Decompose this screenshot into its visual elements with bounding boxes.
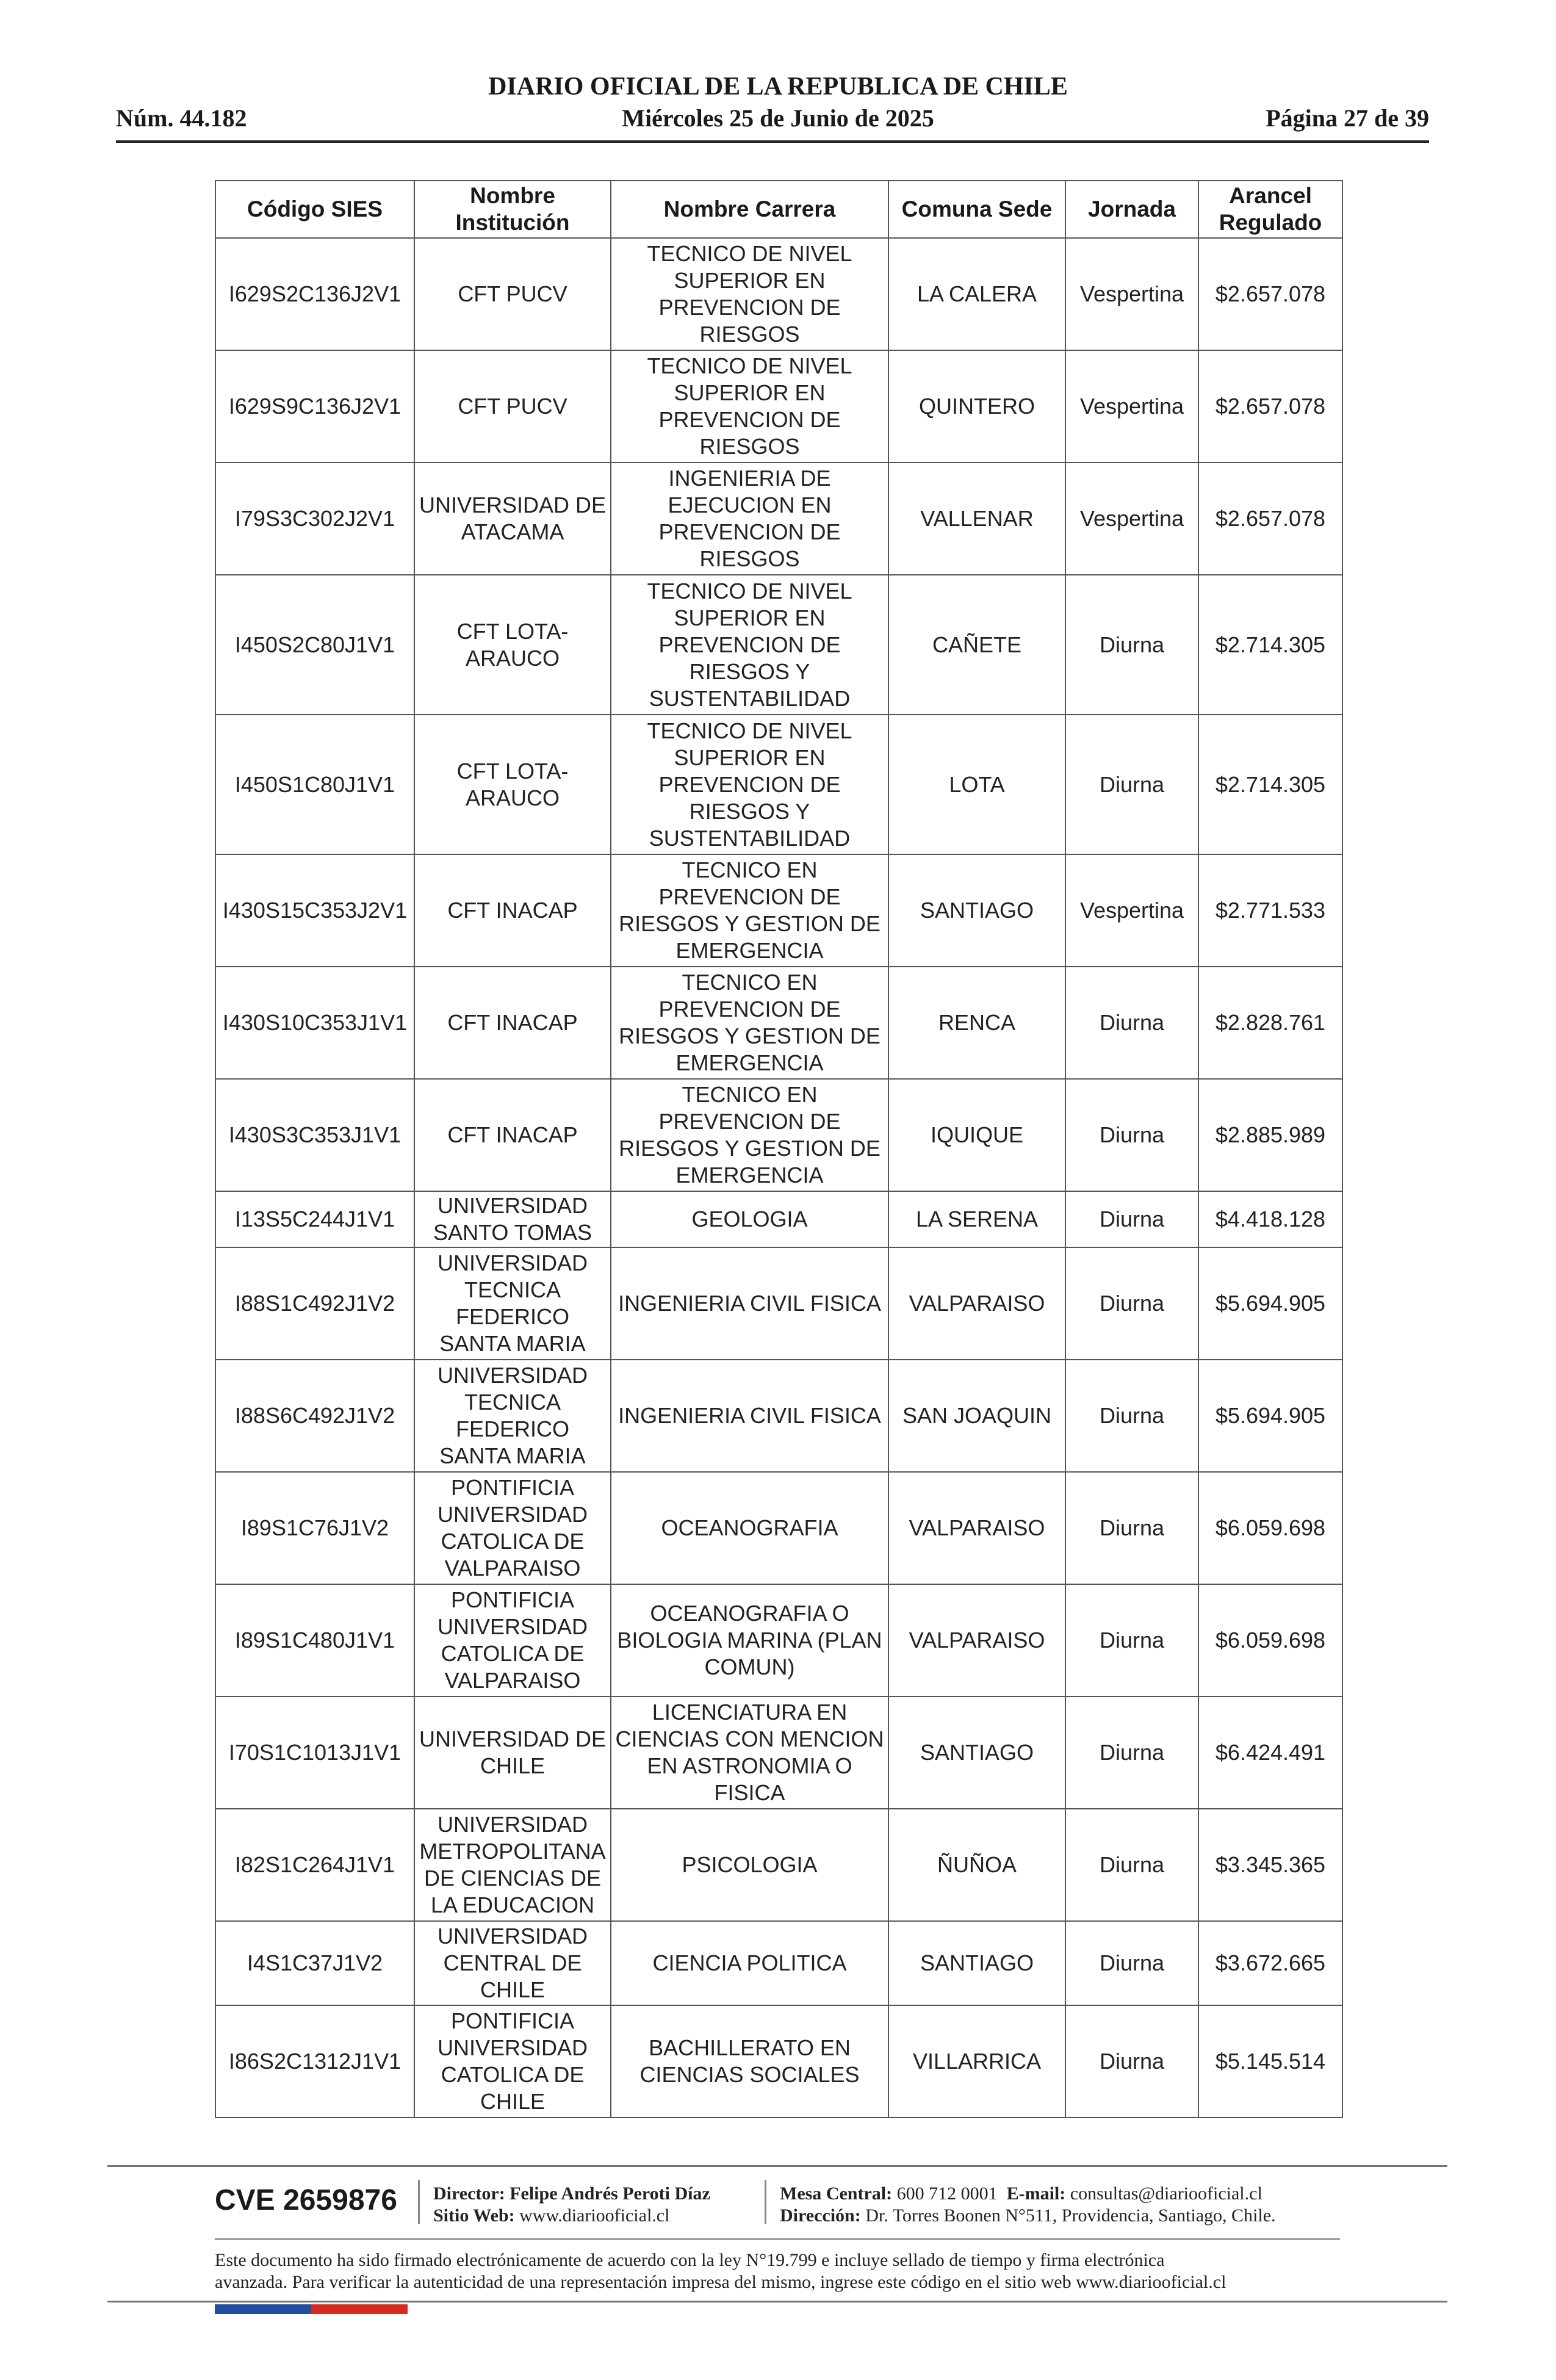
cell-comuna-sede: VILLARRICA [888, 2005, 1065, 2118]
cell-comuna-sede: VALPARAISO [888, 1247, 1065, 1360]
cell-institucion: CFT PUCV [414, 350, 611, 463]
cell-codigo-sies: I70S1C1013J1V1 [215, 1697, 414, 1809]
issue-date: Miércoles 25 de Junio de 2025 [622, 104, 934, 132]
cell-institucion: CFT INACAP [414, 967, 611, 1079]
cell-institucion: UNIVERSIDAD TECNICA FEDERICO SANTA MARIA [414, 1360, 611, 1472]
cell-institucion: PONTIFICIA UNIVERSIDAD CATOLICA DE VALPARAISO [414, 1584, 611, 1697]
cell-comuna-sede: VALPARAISO [888, 1472, 1065, 1584]
cell-jornada: Diurna [1065, 1472, 1198, 1584]
cell-jornada: Vespertina [1065, 238, 1198, 350]
cell-codigo-sies: I450S2C80J1V1 [215, 575, 414, 715]
cell-carrera: LICENCIATURA EN CIENCIAS CON MENCION EN ASTRONOMIA O FISICA [611, 1697, 888, 1809]
cell-comuna-sede: CAÑETE [888, 575, 1065, 715]
cell-comuna-sede: VALLENAR [888, 463, 1065, 575]
director-name: Felipe Andrés Peroti Díaz [510, 2183, 710, 2204]
cell-codigo-sies: I430S3C353J1V1 [215, 1079, 414, 1191]
newspaper-title: DIARIO OFICIAL DE LA REPUBLICA DE CHILE [488, 73, 1068, 101]
cell-carrera: TECNICO EN PREVENCION DE RIESGOS Y GESTION DE EMERGENCIA [611, 967, 888, 1079]
column-header: Nombre Carrera [611, 181, 888, 238]
address-label: Dirección: [780, 2205, 861, 2226]
footer-rule-mid [215, 2238, 1340, 2240]
cell-carrera: OCEANOGRAFIA [611, 1472, 888, 1584]
phone-label: Mesa Central: [780, 2183, 893, 2204]
director-line [433, 2183, 710, 2204]
cell-comuna-sede: QUINTERO [888, 350, 1065, 463]
cell-codigo-sies: I89S1C76J1V2 [215, 1472, 414, 1584]
contact-line [780, 2183, 1262, 2204]
cell-carrera: TECNICO DE NIVEL SUPERIOR EN PREVENCION DE RIESGOS [611, 238, 888, 350]
table-row [215, 1584, 1342, 1697]
table-row [215, 854, 1342, 967]
website-line [433, 2205, 669, 2226]
cell-carrera: TECNICO DE NIVEL SUPERIOR EN PREVENCION DE RIESGOS Y SUSTENTABILIDAD [611, 715, 888, 854]
cell-arancel: $6.424.491 [1198, 1697, 1342, 1809]
cell-arancel: $2.657.078 [1198, 463, 1342, 575]
cell-jornada: Diurna [1065, 1921, 1198, 2005]
cell-jornada: Diurna [1065, 1584, 1198, 1697]
footer-rule-bottom [107, 2301, 1447, 2302]
cell-carrera: TECNICO DE NIVEL SUPERIOR EN PREVENCION DE RIESGOS Y SUSTENTABILIDAD [611, 575, 888, 715]
cell-jornada: Vespertina [1065, 854, 1198, 967]
cell-institucion: UNIVERSIDAD SANTO TOMAS [414, 1191, 611, 1247]
cell-arancel: $6.059.698 [1198, 1472, 1342, 1584]
flag-stripe-blue [215, 2304, 311, 2314]
cell-comuna-sede: LA SERENA [888, 1191, 1065, 1247]
cell-codigo-sies: I13S5C244J1V1 [215, 1191, 414, 1247]
table-row [215, 2005, 1342, 2118]
cell-codigo-sies: I430S15C353J2V1 [215, 854, 414, 967]
cell-jornada: Diurna [1065, 1360, 1198, 1472]
cell-arancel: $2.771.533 [1198, 854, 1342, 967]
table-row [215, 1472, 1342, 1584]
cell-arancel: $2.714.305 [1198, 715, 1342, 854]
cell-arancel: $2.828.761 [1198, 967, 1342, 1079]
cell-codigo-sies: I450S1C80J1V1 [215, 715, 414, 854]
table-row [215, 1921, 1342, 2005]
cell-jornada: Diurna [1065, 1247, 1198, 1360]
cell-institucion: UNIVERSIDAD METROPOLITANA DE CIENCIAS DE LA EDUCACION [414, 1809, 611, 1921]
footer-separator [765, 2180, 766, 2224]
table-row [215, 238, 1342, 350]
cell-institucion: PONTIFICIA UNIVERSIDAD CATOLICA DE CHILE [414, 2005, 611, 2118]
legal-notice [215, 2249, 1344, 2293]
table-body [215, 238, 1342, 2118]
cell-codigo-sies: I86S2C1312J1V1 [215, 2005, 414, 2118]
column-header: Arancel Regulado [1198, 181, 1342, 238]
table-row [215, 1191, 1342, 1247]
cell-comuna-sede: IQUIQUE [888, 1079, 1065, 1191]
cell-arancel: $5.694.905 [1198, 1360, 1342, 1472]
cell-arancel: $2.657.078 [1198, 238, 1342, 350]
cell-codigo-sies: I82S1C264J1V1 [215, 1809, 414, 1921]
cell-comuna-sede: LOTA [888, 715, 1065, 854]
page-number: Página 27 de 39 [1266, 104, 1429, 132]
cell-arancel: $3.345.365 [1198, 1809, 1342, 1921]
cell-codigo-sies: I629S9C136J2V1 [215, 350, 414, 463]
cell-carrera: TECNICO DE NIVEL SUPERIOR EN PREVENCION DE RIESGOS [611, 350, 888, 463]
cell-codigo-sies: I89S1C480J1V1 [215, 1584, 414, 1697]
legal-line: avanzada. Para verificar la autenticidad de una representación impresa del mismo, ingrese este código en el sitio web www.diariooficial.cl [215, 2272, 1226, 2292]
cell-carrera: PSICOLOGIA [611, 1809, 888, 1921]
table-row [215, 575, 1342, 715]
table-row [215, 1809, 1342, 1921]
email-link[interactable]: consultas@diariooficial.cl [1070, 2183, 1262, 2204]
cell-comuna-sede: SANTIAGO [888, 854, 1065, 967]
flag-stripe-red [311, 2304, 408, 2314]
cell-jornada: Diurna [1065, 1079, 1198, 1191]
column-header: Comuna Sede [888, 181, 1065, 238]
table-row [215, 463, 1342, 575]
cell-codigo-sies: I629S2C136J2V1 [215, 238, 414, 350]
cell-institucion: UNIVERSIDAD TECNICA FEDERICO SANTA MARIA [414, 1247, 611, 1360]
cell-institucion: PONTIFICIA UNIVERSIDAD CATOLICA DE VALPARAISO [414, 1472, 611, 1584]
table-row [215, 350, 1342, 463]
cell-arancel: $2.885.989 [1198, 1079, 1342, 1191]
cell-codigo-sies: I88S1C492J1V2 [215, 1247, 414, 1360]
cell-institucion: CFT PUCV [414, 238, 611, 350]
table-row [215, 1247, 1342, 1360]
cell-carrera: BACHILLERATO EN CIENCIAS SOCIALES [611, 2005, 888, 2118]
footer-separator [418, 2180, 420, 2224]
cell-arancel: $3.672.665 [1198, 1921, 1342, 2005]
column-header: Código SIES [215, 181, 414, 238]
address-text: Dr. Torres Boonen N°511, Providencia, Santiago, Chile. [865, 2205, 1276, 2226]
table-row [215, 1079, 1342, 1191]
cell-carrera: GEOLOGIA [611, 1191, 888, 1247]
cell-jornada: Diurna [1065, 967, 1198, 1079]
cell-institucion: CFT LOTA-ARAUCO [414, 715, 611, 854]
footer-rule-top [107, 2165, 1447, 2167]
cell-comuna-sede: SANTIAGO [888, 1697, 1065, 1809]
cell-arancel: $6.059.698 [1198, 1584, 1342, 1697]
cell-comuna-sede: RENCA [888, 967, 1065, 1079]
cell-carrera: INGENIERIA CIVIL FISICA [611, 1360, 888, 1472]
cell-institucion: UNIVERSIDAD CENTRAL DE CHILE [414, 1921, 611, 2005]
cell-carrera: INGENIERIA DE EJECUCION EN PREVENCION DE RIESGOS [611, 463, 888, 575]
cell-carrera: TECNICO EN PREVENCION DE RIESGOS Y GESTION DE EMERGENCIA [611, 854, 888, 967]
tuition-table [215, 180, 1343, 2118]
cell-comuna-sede: ÑUÑOA [888, 1809, 1065, 1921]
cell-jornada: Diurna [1065, 575, 1198, 715]
cve-code: CVE 2659876 [215, 2184, 397, 2216]
column-header: Jornada [1065, 181, 1198, 238]
cell-institucion: CFT INACAP [414, 854, 611, 967]
phone-number: 600 712 0001 [896, 2183, 998, 2204]
cell-jornada: Diurna [1065, 2005, 1198, 2118]
address-line [780, 2205, 1276, 2226]
cell-codigo-sies: I88S6C492J1V2 [215, 1360, 414, 1472]
cell-codigo-sies: I430S10C353J1V1 [215, 967, 414, 1079]
cell-codigo-sies: I79S3C302J2V1 [215, 463, 414, 575]
director-label: Director: [433, 2183, 505, 2204]
email-label: E-mail: [1006, 2183, 1066, 2204]
issue-number: Núm. 44.182 [116, 104, 247, 132]
cell-comuna-sede: LA CALERA [888, 238, 1065, 350]
cell-jornada: Vespertina [1065, 463, 1198, 575]
cell-comuna-sede: VALPARAISO [888, 1584, 1065, 1697]
cell-institucion: CFT INACAP [414, 1079, 611, 1191]
cell-carrera: OCEANOGRAFIA O BIOLOGIA MARINA (PLAN COMUN) [611, 1584, 888, 1697]
website-link[interactable]: www.diariooficial.cl [519, 2205, 670, 2226]
table-row [215, 967, 1342, 1079]
cell-carrera: CIENCIA POLITICA [611, 1921, 888, 2005]
cell-arancel: $4.418.128 [1198, 1191, 1342, 1247]
cell-carrera: TECNICO EN PREVENCION DE RIESGOS Y GESTION DE EMERGENCIA [611, 1079, 888, 1191]
cell-codigo-sies: I4S1C37J1V2 [215, 1921, 414, 2005]
cell-jornada: Diurna [1065, 1697, 1198, 1809]
cell-institucion: UNIVERSIDAD DE ATACAMA [414, 463, 611, 575]
table-header-row [215, 181, 1342, 238]
column-header: Nombre Institución [414, 181, 611, 238]
cell-arancel: $5.145.514 [1198, 2005, 1342, 2118]
website-label: Sitio Web: [433, 2205, 515, 2226]
table-row [215, 1697, 1342, 1809]
cell-institucion: UNIVERSIDAD DE CHILE [414, 1697, 611, 1809]
cell-jornada: Diurna [1065, 1191, 1198, 1247]
cell-comuna-sede: SANTIAGO [888, 1921, 1065, 2005]
cell-institucion: CFT LOTA-ARAUCO [414, 575, 611, 715]
table-row [215, 1360, 1342, 1472]
table-row [215, 715, 1342, 854]
cell-arancel: $2.714.305 [1198, 575, 1342, 715]
cell-comuna-sede: SAN JOAQUIN [888, 1360, 1065, 1472]
cell-carrera: INGENIERIA CIVIL FISICA [611, 1247, 888, 1360]
cell-jornada: Vespertina [1065, 350, 1198, 463]
cell-arancel: $5.694.905 [1198, 1247, 1342, 1360]
header-rule [116, 140, 1429, 143]
cell-jornada: Diurna [1065, 1809, 1198, 1921]
legal-line: Este documento ha sido firmado electrónicamente de acuerdo con la ley N°19.799 e incluye sellado de tiempo y firma electrónica [215, 2250, 1165, 2270]
cell-jornada: Diurna [1065, 715, 1198, 854]
cell-arancel: $2.657.078 [1198, 350, 1342, 463]
